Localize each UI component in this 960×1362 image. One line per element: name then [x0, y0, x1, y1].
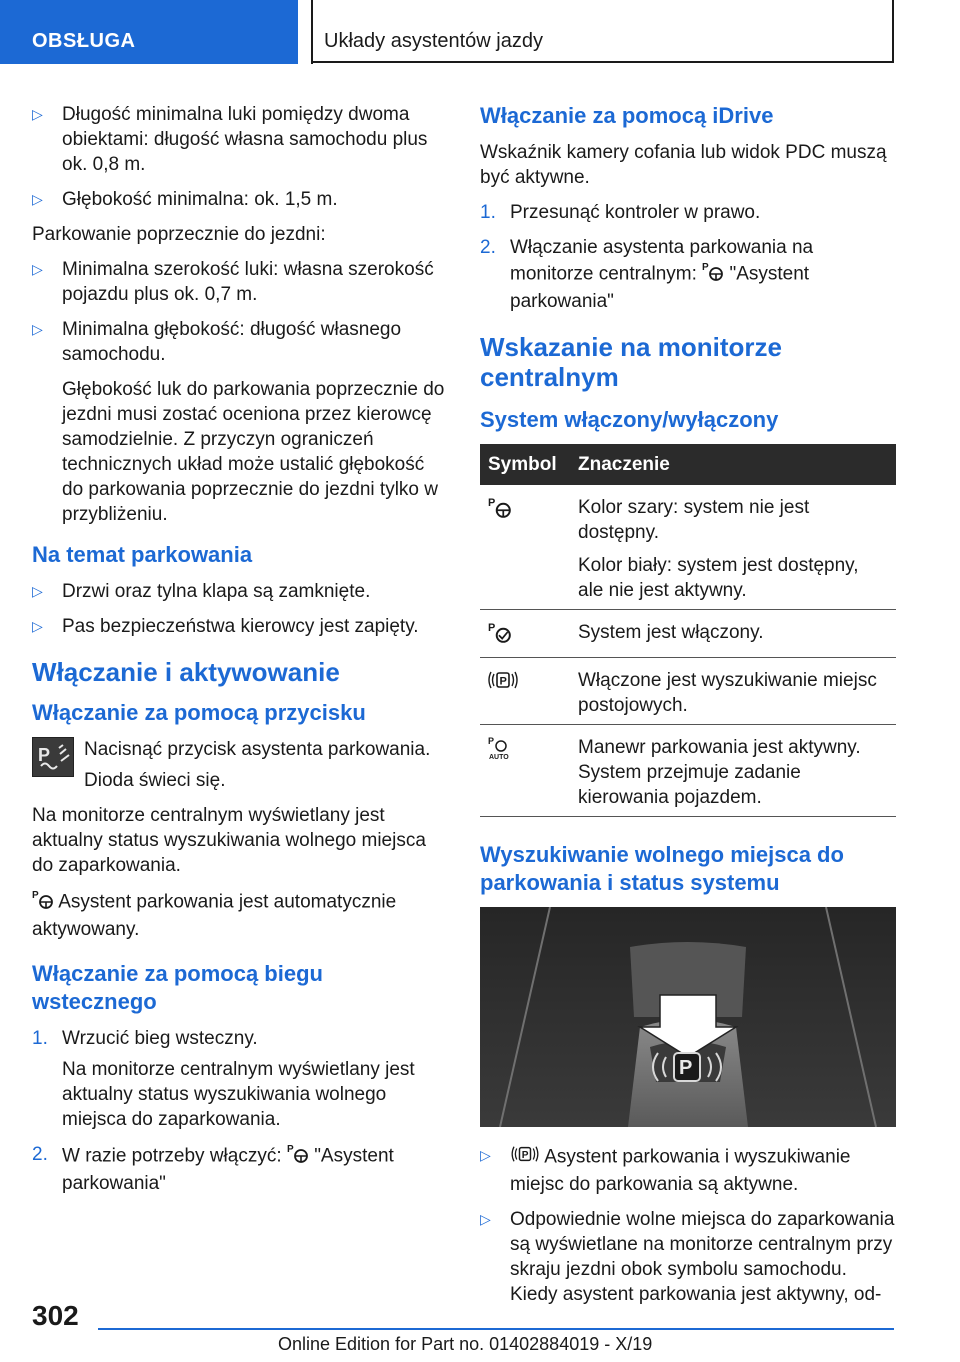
button-instruction-line1: Nacisnąć przycisk asystenta parkowania. — [84, 739, 431, 760]
numbered-item-note: Na monitorze centralnym wyświetlany jest aktualny status wyszukiwania wolnego miejsca do zaparkowania. — [62, 1059, 415, 1130]
list-item: ▷ Odpowiednie wolne miejsca do zaparkowania są wyświetlane na monitorze centralnym przy skraju jezdni obok symbolu samochodu. Kiedy asystent parkowania jest aktywny, od- — [480, 1209, 895, 1305]
svg-text:P: P — [488, 736, 495, 746]
header-title: Układy asystentów jazdy — [324, 30, 543, 52]
triangle-bullet-icon: ▷ — [32, 583, 43, 599]
park-assist-button-icon — [32, 737, 74, 777]
heading-display: Wskazanie na monitorze centralnym — [480, 332, 782, 392]
list-item: ▷ Minimalna głębokość: długość własnego samochodu. — [32, 319, 402, 365]
table-row: P Kolor szary: system nie jest dostępny. Kolor biały: system jest dostępny, ale nie jest aktywny. — [480, 485, 896, 610]
heading-button: Włączanie za pomocą przycisku — [32, 700, 366, 725]
triangle-bullet-icon: ▷ — [32, 106, 43, 122]
heading-search: Wyszukiwanie wolnego miejsca do parkowania i status systemu — [480, 842, 844, 895]
park-assist-icon — [32, 888, 54, 917]
numbered-item: 1. Wrzucić bieg wsteczny. — [32, 1028, 258, 1049]
svg-text:P: P — [488, 496, 496, 509]
triangle-bullet-icon: ▷ — [32, 261, 43, 277]
left-column — [32, 102, 448, 1206]
svg-text:P: P — [32, 890, 39, 901]
park-assist-icon — [488, 496, 512, 524]
paragraph: P Asystent parkowania jest automatycznie aktywowany. — [32, 890, 397, 940]
list-item: ▷ Długość minimalna luki pomiędzy dwoma obiektami: długość własna samochodu plus ok. 0,8 m. — [32, 104, 428, 175]
svg-text:P: P — [38, 745, 51, 765]
svg-text:P: P — [488, 621, 496, 634]
header-title-box — [312, 0, 894, 63]
heading-reverse: Włączanie za pomocą biegu wstecznego — [32, 961, 323, 1014]
triangle-bullet-icon: ▷ — [32, 321, 43, 337]
symbol-table — [480, 444, 896, 817]
list-item: ▷ Głębokość minimalna: ok. 1,5 m. — [32, 189, 338, 210]
paragraph: Na monitorze centralnym wyświetlany jest aktualny status wyszukiwania wolnego miejsca do zaparkowania. — [32, 805, 426, 876]
heading-status: System włączony/wyłączony — [480, 407, 779, 432]
park-assist-icon — [702, 260, 724, 289]
parking-search-icon — [510, 1143, 540, 1172]
triangle-bullet-icon: ▷ — [480, 1147, 491, 1163]
heading-enable: Włączanie i aktywowanie — [32, 657, 340, 687]
header-section-label: OBSŁUGA — [32, 30, 136, 52]
table-row: P Włączone jest wyszukiwanie miejsc postojowych. — [480, 658, 896, 725]
park-assist-icon — [287, 1142, 309, 1171]
park-auto-icon — [488, 736, 514, 766]
paragraph: Parkowanie poprzecznie do jezdni: — [32, 224, 326, 245]
numbered-item: 2. Włączanie asystenta parkowania na monitorze centralnym: P "Asystent parkowania" — [480, 237, 814, 312]
heading-idrive: Włączanie za pomocą iDrive — [480, 103, 774, 128]
list-item: ▷ Pas bezpieczeństwa kierowcy jest zapięty. — [32, 616, 419, 637]
svg-text:P: P — [521, 1150, 529, 1162]
button-instruction — [32, 737, 448, 793]
button-instruction-line2: Dioda świeci się. — [84, 770, 226, 791]
triangle-bullet-icon: ▷ — [32, 191, 43, 207]
parking-display-illustration — [480, 907, 896, 1127]
numbered-item: 2. W razie potrzeby włączyć: P "Asystent parkowania" — [32, 1144, 394, 1194]
park-assist-active-icon — [488, 621, 512, 649]
parking-p-symbol: P — [679, 1057, 693, 1079]
table-header-row — [480, 444, 896, 485]
right-column — [480, 102, 896, 1317]
footer-divider — [98, 1328, 894, 1330]
list-item: ▷ P Asystent parkowania i wyszukiwanie miejsc do parkowania są aktywne. — [480, 1143, 896, 1197]
triangle-bullet-icon: ▷ — [32, 618, 43, 634]
page-number: 302 — [32, 1300, 79, 1331]
paragraph: Wskaźnik kamery cofania lub widok PDC muszą być aktywne. — [480, 142, 887, 188]
footer-edition: Online Edition for Part no. 01402884019 - X/19 — [278, 1334, 653, 1354]
list-item: ▷ Drzwi oraz tylna klapa są zamknięte. — [32, 581, 371, 602]
table-row: P System jest włączony. — [480, 610, 896, 658]
svg-text:AUTO: AUTO — [489, 754, 509, 761]
numbered-item: 1. Przesunąć kontroler w prawo. — [480, 202, 761, 223]
table-header-meaning: Znaczenie — [570, 444, 896, 485]
svg-text:P: P — [702, 262, 709, 273]
list-item-note: Głębokość luk do parkowania poprzecznie do jezdni musi zostać oceniona przez kierowcę samodzielnie. Z przyczyn ograniczeń technicznych układ może ustalić głębokość do parkowania poprzecznie do jezdni tylko w przybliżeniu. — [62, 379, 445, 525]
header-section-tab — [0, 0, 298, 64]
table-header-symbol: Symbol — [480, 444, 570, 485]
svg-text:P: P — [286, 1144, 294, 1155]
svg-text:P: P — [499, 675, 507, 688]
heading-about-parking: Na temat parkowania — [32, 542, 253, 567]
triangle-bullet-icon: ▷ — [480, 1211, 491, 1227]
table-row: P AUTO Manewr parkowania jest aktywny. System przejmuje zadanie kierowania pojazdem. — [480, 725, 896, 817]
parking-search-icon — [488, 676, 518, 697]
list-item: ▷ Minimalna szerokość luki: własna szerokość pojazdu plus ok. 0,7 m. — [32, 259, 434, 305]
